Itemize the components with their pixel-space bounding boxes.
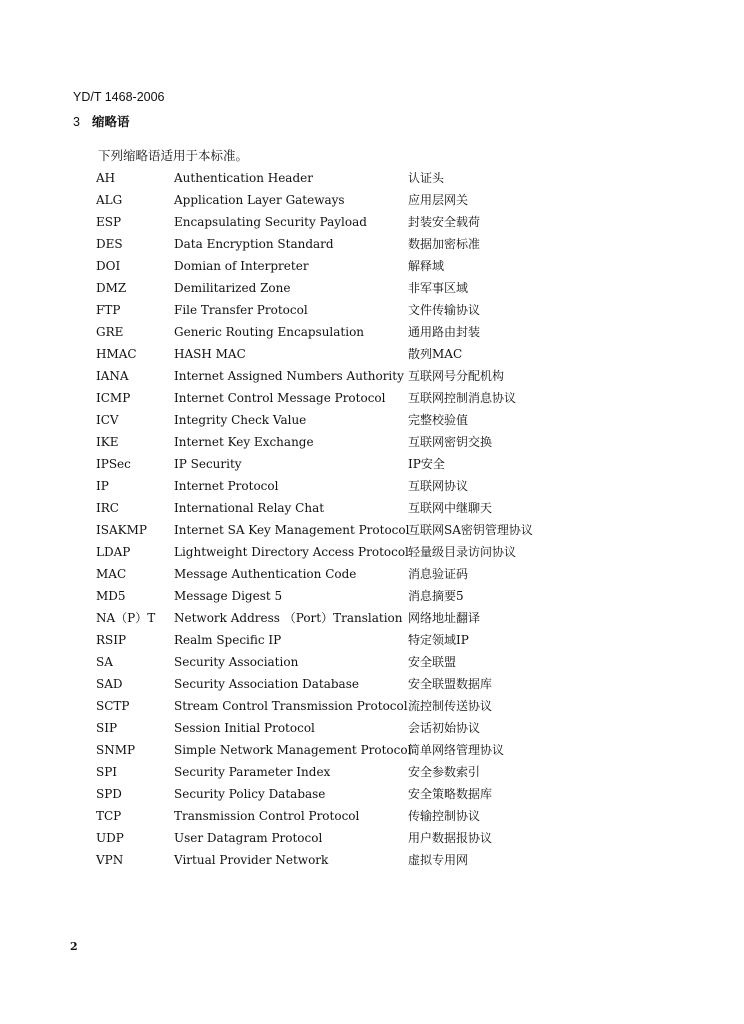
- abbreviation-cell: ICV: [96, 413, 119, 427]
- chinese-term-cell: 通用路由封装: [408, 325, 481, 339]
- abbreviation-cell: SAD: [96, 677, 123, 691]
- abbreviation-cell: HMAC: [96, 347, 137, 361]
- english-term-cell: Simple Network Management Protocol: [174, 743, 412, 757]
- abbreviation-cell: IANA: [96, 369, 129, 383]
- english-term-cell: File Transfer Protocol: [174, 303, 308, 317]
- english-term-cell: Generic Routing Encapsulation: [174, 325, 365, 339]
- abbreviation-cell: ESP: [96, 215, 122, 229]
- english-term-cell: Internet Control Message Protocol: [174, 391, 386, 405]
- abbreviation-cell: IKE: [96, 435, 119, 449]
- english-term-cell: Internet SA Key Management Protocol: [174, 523, 410, 537]
- chinese-term-cell: 互联网协议: [408, 479, 469, 493]
- english-term-cell: Integrity Check Value: [174, 413, 307, 427]
- english-term-cell: Internet Key Exchange: [174, 435, 314, 449]
- chinese-term-cell: 简单网络管理协议: [408, 743, 505, 757]
- chinese-term-cell: 数据加密标准: [408, 237, 481, 251]
- english-term-cell: HASH MAC: [174, 347, 246, 361]
- chinese-term-cell: 互联网密钥交换: [408, 435, 493, 449]
- english-term-cell: Stream Control Transmission Protocol: [174, 699, 408, 713]
- english-term-cell: Lightweight Directory Access Protocol: [174, 545, 409, 559]
- abbreviation-cell: AH: [96, 171, 116, 185]
- section-title: 缩略语: [91, 114, 130, 129]
- chinese-term-cell: 虚拟专用网: [408, 853, 469, 867]
- english-term-cell: Transmission Control Protocol: [174, 809, 360, 823]
- chinese-term-cell: 互联网SA密钥管理协议: [408, 523, 533, 537]
- english-term-cell: International Relay Chat: [174, 501, 325, 515]
- chinese-term-cell: 用户数据报协议: [408, 831, 493, 845]
- abbreviation-cell: ICMP: [96, 391, 131, 405]
- abbreviation-cell: IPSec: [96, 457, 131, 471]
- abbreviation-cell: MD5: [96, 589, 126, 603]
- chinese-term-cell: 安全策略数据库: [408, 787, 493, 801]
- chinese-term-cell: 文件传输协议: [408, 303, 481, 317]
- english-term-cell: Authentication Header: [174, 171, 313, 185]
- abbreviation-cell: MAC: [96, 567, 127, 581]
- abbreviation-cell: IRC: [96, 501, 119, 515]
- chinese-term-cell: 消息摘要5: [408, 589, 464, 603]
- chinese-term-cell: 轻量级目录访问协议: [408, 545, 517, 559]
- abbreviation-cell: FTP: [96, 303, 121, 317]
- chinese-term-cell: IP安全: [408, 457, 445, 471]
- english-term-cell: Security Policy Database: [174, 787, 326, 801]
- abbreviation-cell: SPD: [96, 787, 122, 801]
- english-term-cell: Security Association: [174, 655, 299, 669]
- abbreviation-cell: GRE: [96, 325, 124, 339]
- english-term-cell: Security Association Database: [174, 677, 359, 691]
- english-term-cell: Encapsulating Security Payload: [174, 215, 367, 229]
- english-term-cell: Virtual Provider Network: [174, 853, 329, 867]
- abbreviation-cell: ISAKMP: [96, 523, 147, 537]
- chinese-term-cell: 解释域: [408, 259, 445, 273]
- english-term-cell: Realm Specific IP: [174, 633, 282, 647]
- document-id: YD/T 1468-2006: [73, 90, 165, 104]
- english-term-cell: Data Encryption Standard: [174, 237, 334, 251]
- english-term-cell: Message Authentication Code: [174, 567, 357, 581]
- chinese-term-cell: 消息验证码: [408, 567, 469, 581]
- abbreviation-cell: SCTP: [96, 699, 130, 713]
- abbreviation-cell: SNMP: [96, 743, 136, 757]
- chinese-term-cell: 完整校验值: [408, 413, 469, 427]
- english-term-cell: Message Digest 5: [174, 589, 283, 603]
- english-term-cell: Internet Protocol: [174, 479, 279, 493]
- chinese-term-cell: 散列MAC: [408, 347, 463, 361]
- abbreviation-cell: DES: [96, 237, 123, 251]
- english-term-cell: Session Initial Protocol: [174, 721, 315, 735]
- chinese-term-cell: 传输控制协议: [408, 809, 481, 823]
- abbreviation-cell: SPI: [96, 765, 118, 779]
- chinese-term-cell: 互联网号分配机构: [408, 369, 505, 383]
- abbreviation-cell: NA（P）T: [96, 611, 156, 625]
- chinese-term-cell: 非军事区域: [408, 281, 469, 295]
- english-term-cell: IP Security: [174, 457, 242, 471]
- english-term-cell: Internet Assigned Numbers Authority: [174, 369, 404, 383]
- abbreviation-cell: IP: [96, 479, 109, 493]
- chinese-term-cell: 互联网中继聊天: [408, 501, 493, 515]
- chinese-term-cell: 封装安全载荷: [408, 215, 481, 229]
- abbreviation-cell: SIP: [96, 721, 118, 735]
- abbreviation-cell: UDP: [96, 831, 124, 845]
- chinese-term-cell: 认证头: [408, 171, 445, 185]
- abbreviation-cell: DOI: [96, 259, 121, 273]
- section-number: 3: [73, 115, 80, 129]
- chinese-term-cell: 网络地址翻译: [408, 611, 481, 625]
- english-term-cell: Security Parameter Index: [174, 765, 331, 779]
- abbreviation-cell: LDAP: [96, 545, 131, 559]
- english-term-cell: Domian of Interpreter: [174, 259, 309, 273]
- chinese-term-cell: 应用层网关: [408, 193, 469, 207]
- intro-text: 下列缩略语适用于本标准。: [98, 148, 249, 163]
- chinese-term-cell: 互联网控制消息协议: [408, 391, 517, 405]
- english-term-cell: Demilitarized Zone: [174, 281, 291, 295]
- chinese-term-cell: 特定领域IP: [408, 633, 469, 647]
- chinese-term-cell: 安全参数索引: [408, 765, 481, 779]
- abbreviation-cell: SA: [96, 655, 113, 669]
- chinese-term-cell: 安全联盟数据库: [408, 677, 493, 691]
- abbreviation-cell: RSIP: [96, 633, 127, 647]
- page-number: 2: [70, 940, 78, 953]
- chinese-term-cell: 安全联盟: [408, 655, 457, 669]
- abbreviation-cell: ALG: [96, 193, 123, 207]
- section-heading: [73, 112, 129, 130]
- english-term-cell: Application Layer Gateways: [174, 193, 345, 207]
- chinese-term-cell: 会话初始协议: [408, 721, 481, 735]
- english-term-cell: User Datagram Protocol: [174, 831, 323, 845]
- english-term-cell: Network Address （Port）Translation: [174, 611, 403, 625]
- abbreviation-cell: VPN: [96, 853, 124, 867]
- chinese-term-cell: 流控制传送协议: [408, 699, 493, 713]
- abbreviation-cell: TCP: [96, 809, 122, 823]
- abbreviation-cell: DMZ: [96, 281, 127, 295]
